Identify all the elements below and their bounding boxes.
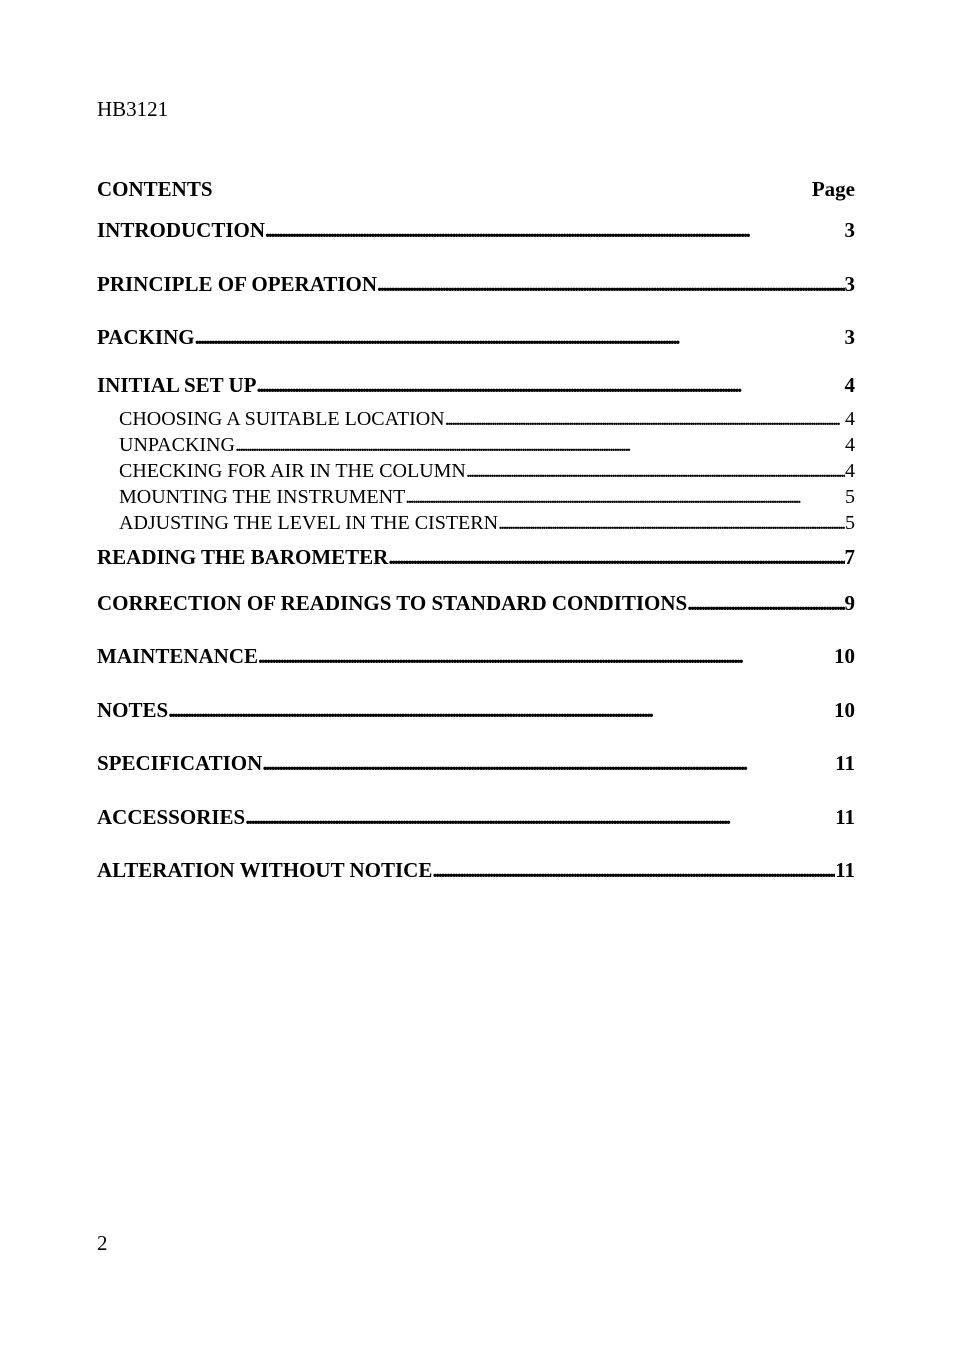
toc-entry-label: UNPACKING bbox=[119, 433, 235, 456]
toc-entry-page: 11 bbox=[835, 804, 855, 829]
dot-leader bbox=[262, 737, 835, 791]
toc-subentry-mounting[interactable] bbox=[97, 484, 855, 510]
dot-leader bbox=[498, 510, 845, 536]
toc-entry-page: 10 bbox=[834, 697, 855, 722]
dot-leader bbox=[257, 365, 845, 405]
toc-subentry-choosing-location[interactable] bbox=[97, 406, 855, 432]
dot-leader bbox=[432, 844, 835, 898]
toc-entry-label: MOUNTING THE INSTRUMENT bbox=[119, 485, 406, 508]
initial-set-up-subentries bbox=[97, 405, 855, 537]
toc-entry-initial-set-up[interactable] bbox=[97, 365, 855, 405]
document-code: HB3121 bbox=[97, 97, 169, 121]
toc-entry-label: ACCESSORIES bbox=[97, 804, 246, 829]
toc-subentry-checking-air[interactable] bbox=[97, 458, 855, 484]
dot-leader bbox=[235, 432, 845, 458]
dot-leader bbox=[466, 458, 845, 484]
toc-subentry-unpacking[interactable] bbox=[97, 432, 855, 458]
toc-entry-notes[interactable] bbox=[97, 684, 855, 738]
toc-entry-page: 11 bbox=[835, 751, 855, 775]
toc-entry-label: CHECKING FOR AIR IN THE COLUMN bbox=[119, 459, 466, 482]
toc-entry-introduction[interactable] bbox=[97, 204, 855, 258]
dot-leader bbox=[195, 311, 845, 365]
toc-entry-page: 7 bbox=[844, 544, 855, 569]
toc-entry-page: 4 bbox=[845, 459, 855, 482]
toc-entry-principle-of-operation[interactable] bbox=[97, 258, 855, 312]
toc-entry-label: ALTERATION WITHOUT NOTICE bbox=[97, 858, 433, 882]
toc-entry-label: NOTES bbox=[97, 697, 169, 722]
contents-title: CONTENTS bbox=[97, 176, 213, 201]
page-number: 2 bbox=[97, 1231, 108, 1255]
toc-entry-label: PRINCIPLE OF OPERATION bbox=[97, 271, 378, 296]
toc-entry-reading-barometer[interactable] bbox=[97, 537, 855, 577]
table-of-contents bbox=[97, 174, 855, 898]
toc-entry-page: 3 bbox=[844, 218, 855, 242]
toc-entry-label: CORRECTION OF READINGS TO STANDARD CONDITIONS bbox=[97, 590, 688, 615]
toc-entry-page: 4 bbox=[845, 407, 855, 430]
dot-leader bbox=[687, 577, 844, 631]
toc-entry-alteration-without-notice[interactable] bbox=[97, 844, 855, 898]
page-column-heading: Page bbox=[811, 176, 855, 201]
toc-entry-label: INITIAL SET UP bbox=[97, 372, 257, 397]
toc-header bbox=[97, 174, 855, 204]
dot-leader bbox=[258, 630, 834, 684]
toc-entry-label: PACKING bbox=[97, 325, 195, 349]
dot-leader bbox=[265, 204, 844, 258]
toc-entry-specification[interactable] bbox=[97, 737, 855, 791]
dot-leader bbox=[405, 484, 845, 510]
toc-entry-page: 4 bbox=[845, 433, 855, 456]
toc-entry-page: 5 bbox=[845, 511, 855, 534]
toc-entry-correction-of-readings[interactable] bbox=[97, 577, 855, 631]
dot-leader bbox=[445, 406, 845, 432]
toc-entry-label: MAINTENANCE bbox=[97, 644, 259, 668]
toc-entry-label: ADJUSTING THE LEVEL IN THE CISTERN bbox=[119, 511, 499, 534]
toc-entry-page: 9 bbox=[844, 590, 855, 615]
toc-entry-maintenance[interactable] bbox=[97, 630, 855, 684]
dot-leader bbox=[377, 258, 844, 312]
toc-entry-page: 3 bbox=[844, 271, 855, 296]
toc-entry-page: 5 bbox=[845, 485, 855, 508]
toc-entry-label: CHOOSING A SUITABLE LOCATION bbox=[119, 407, 445, 430]
dot-leader bbox=[388, 537, 844, 577]
toc-entry-label: INTRODUCTION bbox=[97, 218, 266, 242]
dot-leader bbox=[245, 791, 835, 845]
toc-entry-page: 10 bbox=[834, 644, 855, 668]
toc-entry-label: SPECIFICATION bbox=[97, 751, 263, 775]
toc-subentry-adjusting-level[interactable] bbox=[97, 510, 855, 536]
toc-entry-accessories[interactable] bbox=[97, 791, 855, 845]
toc-entry-label: READING THE BAROMETER bbox=[97, 544, 389, 569]
toc-entry-page: 4 bbox=[844, 372, 855, 397]
dot-leader bbox=[168, 684, 834, 738]
toc-entry-packing[interactable] bbox=[97, 311, 855, 365]
toc-entry-page: 11 bbox=[835, 858, 855, 882]
toc-entry-page: 3 bbox=[844, 325, 855, 349]
